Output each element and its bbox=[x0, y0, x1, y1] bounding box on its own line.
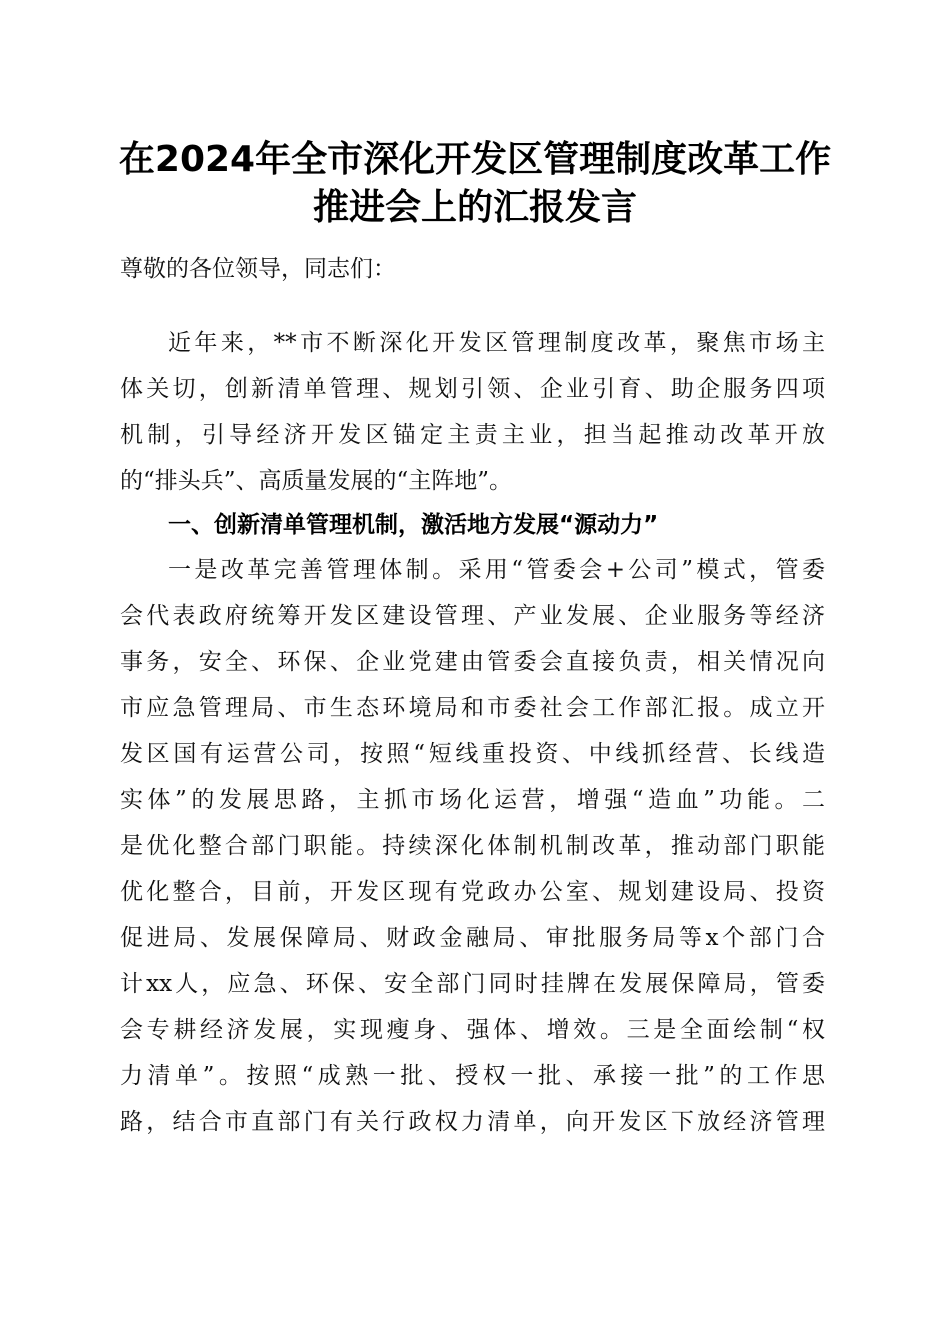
body-line: 实体”的发展思路，主抓市场化运营，增强“造血”功能。二 bbox=[120, 787, 825, 813]
intro-line: 近年来，**市不断深化开发区管理制度改革，聚焦市场主 bbox=[168, 330, 825, 356]
intro-line: 体关切，创新清单管理、规划引领、企业引育、助企服务四项 bbox=[120, 376, 825, 402]
body-line: 力清单”。按照“成熟一批、授权一批、承接一批”的工作思 bbox=[120, 1063, 825, 1089]
intro-line: 的“排头兵”、高质量发展的“主阵地”。 bbox=[120, 468, 513, 494]
salutation: 尊敬的各位领导，同志们： bbox=[120, 256, 396, 282]
body-line: 促进局、发展保障局、财政金融局、审批服务局等x个部门合 bbox=[120, 925, 825, 951]
body-line: 市应急管理局、市生态环境局和市委社会工作部汇报。成立开 bbox=[120, 695, 825, 721]
body-line: 一是改革完善管理体制。采用“管委会+公司”模式，管委 bbox=[168, 557, 825, 583]
body-line: 计xx人，应急、环保、安全部门同时挂牌在发展保障局，管委 bbox=[120, 971, 825, 997]
body-line: 会代表政府统筹开发区建设管理、产业发展、企业服务等经济 bbox=[120, 603, 825, 629]
body-line: 发区国有运营公司，按照“短线重投资、中线抓经营、长线造 bbox=[120, 741, 825, 767]
body-line: 事务，安全、环保、企业党建由管委会直接负责，相关情况向 bbox=[120, 649, 825, 675]
body-line: 优化整合，目前，开发区现有党政办公室、规划建设局、投资 bbox=[120, 879, 825, 905]
body-line: 会专耕经济发展，实现瘦身、强体、增效。三是全面绘制“权 bbox=[120, 1017, 825, 1043]
body-line: 是优化整合部门职能。持续深化体制机制改革，推动部门职能 bbox=[120, 833, 825, 859]
document-title-line-2: 推进会上的汇报发言 bbox=[312, 187, 637, 228]
body-line: 路，结合市直部门有关行政权力清单，向开发区下放经济管理 bbox=[120, 1109, 825, 1135]
section-heading: 一、创新清单管理机制，激活地方发展“源动力” bbox=[168, 512, 659, 538]
intro-line: 机制，引导经济开发区锚定主责主业，担当起推动改革开放 bbox=[120, 422, 825, 448]
document-title-line-1: 在2024年全市深化开发区管理制度改革工作 bbox=[118, 139, 832, 180]
